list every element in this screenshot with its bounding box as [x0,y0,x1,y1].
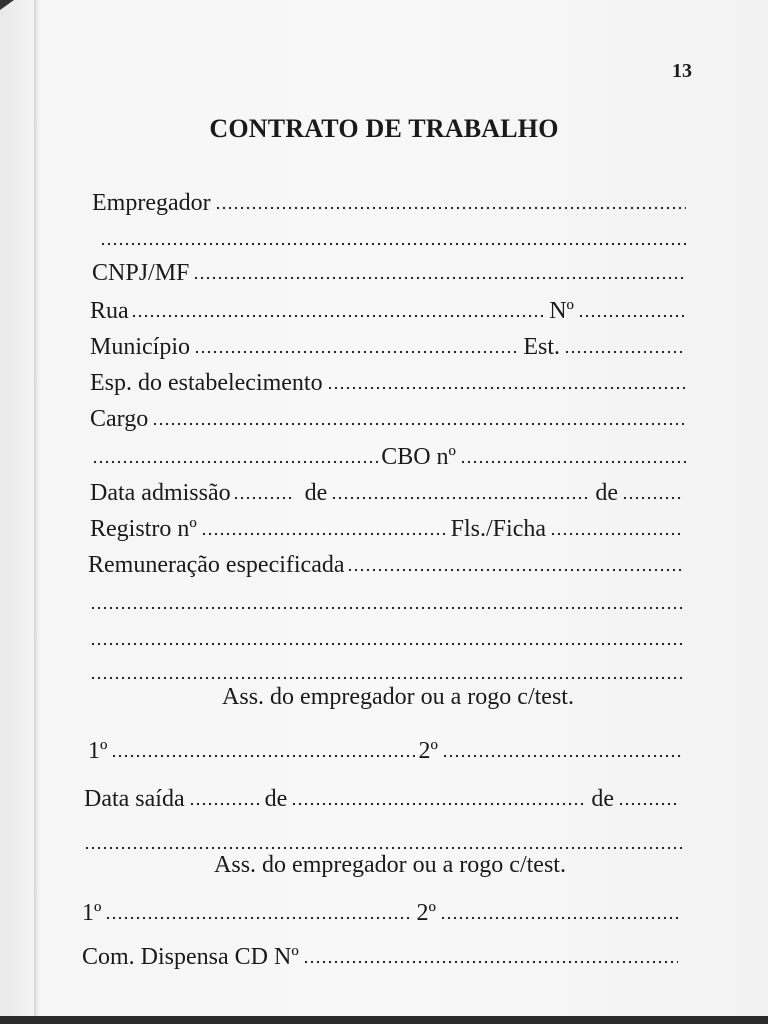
corner-mark [0,0,14,10]
remuneracao-label: Remuneração especificada [88,552,345,578]
test-2-first-fill-line[interactable] [105,896,412,920]
saida-day-fill-line[interactable] [189,782,261,806]
estado-label: Est. [523,334,560,360]
test-1-second-fill-line[interactable] [442,734,682,758]
test-2-first-label: 1º [82,900,102,926]
cnpj-fill-line[interactable] [193,256,686,280]
test-2-second-label: 2º [416,900,436,926]
test-1-second-label: 2º [418,738,438,764]
com-dispensa-fill-line[interactable] [303,940,678,964]
remuneracao-line [88,548,686,580]
empregador-fill-line[interactable] [215,186,686,210]
admissao-day-fill-line[interactable] [233,476,295,500]
ass-empregador-caption-1: Ass. do empregador ou a rogo c/test. [222,684,574,710]
remuneracao-line-3 [88,622,686,654]
numero-label: Nº [549,298,574,324]
numero-fill-line[interactable] [578,294,686,318]
empregador-label: Empregador [92,190,211,216]
especie-line [90,366,690,398]
saida-year-fill-line[interactable] [618,782,680,806]
especie-fill-line[interactable] [327,366,686,390]
data-saida-label: Data saída [84,786,185,812]
empregador-continuation-fill-line[interactable] [100,222,686,246]
remuneracao-fill-line-4[interactable] [90,656,684,680]
page-number: 13 [672,60,692,82]
registro-label: Registro nº [90,516,197,542]
admissao-de-label-1: de [304,480,328,506]
cargo-fill-line[interactable] [152,402,686,426]
saida-de-label-1: de [264,786,288,812]
data-saida-line [84,782,684,814]
testemunhas-line-1 [88,734,686,766]
especie-label: Esp. do estabelecimento [90,370,323,396]
admissao-year-fill-line[interactable] [622,476,684,500]
cargo-continuation-fill-line[interactable] [92,440,379,464]
empregador-line [92,186,690,218]
estado-fill-line[interactable] [564,330,686,354]
cbo-line [90,440,690,472]
rua-line [90,294,690,326]
remuneracao-line-2 [88,586,686,618]
com-dispensa-line [82,940,682,972]
page-bottom-edge [0,1016,768,1024]
cargo-line [90,402,690,434]
rua-fill-line[interactable] [131,294,548,318]
data-admissao-line [90,476,688,508]
remuneracao-fill-line[interactable] [347,548,684,572]
admissao-de-label-2: de [595,480,618,506]
cbo-fill-line[interactable] [460,440,686,464]
saida-month-fill-line[interactable] [291,782,587,806]
municipio-label: Município [90,334,190,360]
registro-fill-line[interactable] [201,512,447,536]
ass-empregador-caption-2: Ass. do empregador ou a rogo c/test. [214,852,566,878]
registro-line [90,512,686,544]
rua-label: Rua [90,298,129,324]
admissao-month-fill-line[interactable] [331,476,591,500]
com-dispensa-label: Com. Dispensa CD Nº [82,944,299,970]
data-admissao-label: Data admissão [90,480,231,506]
fls-ficha-fill-line[interactable] [550,512,682,536]
fls-ficha-label: Fls./Ficha [450,516,546,542]
test-2-second-fill-line[interactable] [440,896,680,920]
cargo-label: Cargo [90,406,149,432]
test-1-first-label: 1º [88,738,108,764]
testemunhas-line-2 [82,896,684,928]
test-1-first-fill-line[interactable] [111,734,414,758]
saida-de-label-2: de [591,786,614,812]
page-title: CONTRATO DE TRABALHO [209,114,559,143]
cnpj-line [92,256,690,288]
cbo-label: CBO nº [381,444,456,470]
cnpj-label: CNPJ/MF [92,260,190,286]
saida-continuation-fill-line[interactable] [84,826,682,850]
municipio-fill-line[interactable] [194,330,519,354]
remuneracao-fill-line-2[interactable] [90,586,684,610]
empregador-continuation-line [96,222,690,254]
municipio-line [90,330,690,362]
remuneracao-fill-line-3[interactable] [90,622,684,646]
